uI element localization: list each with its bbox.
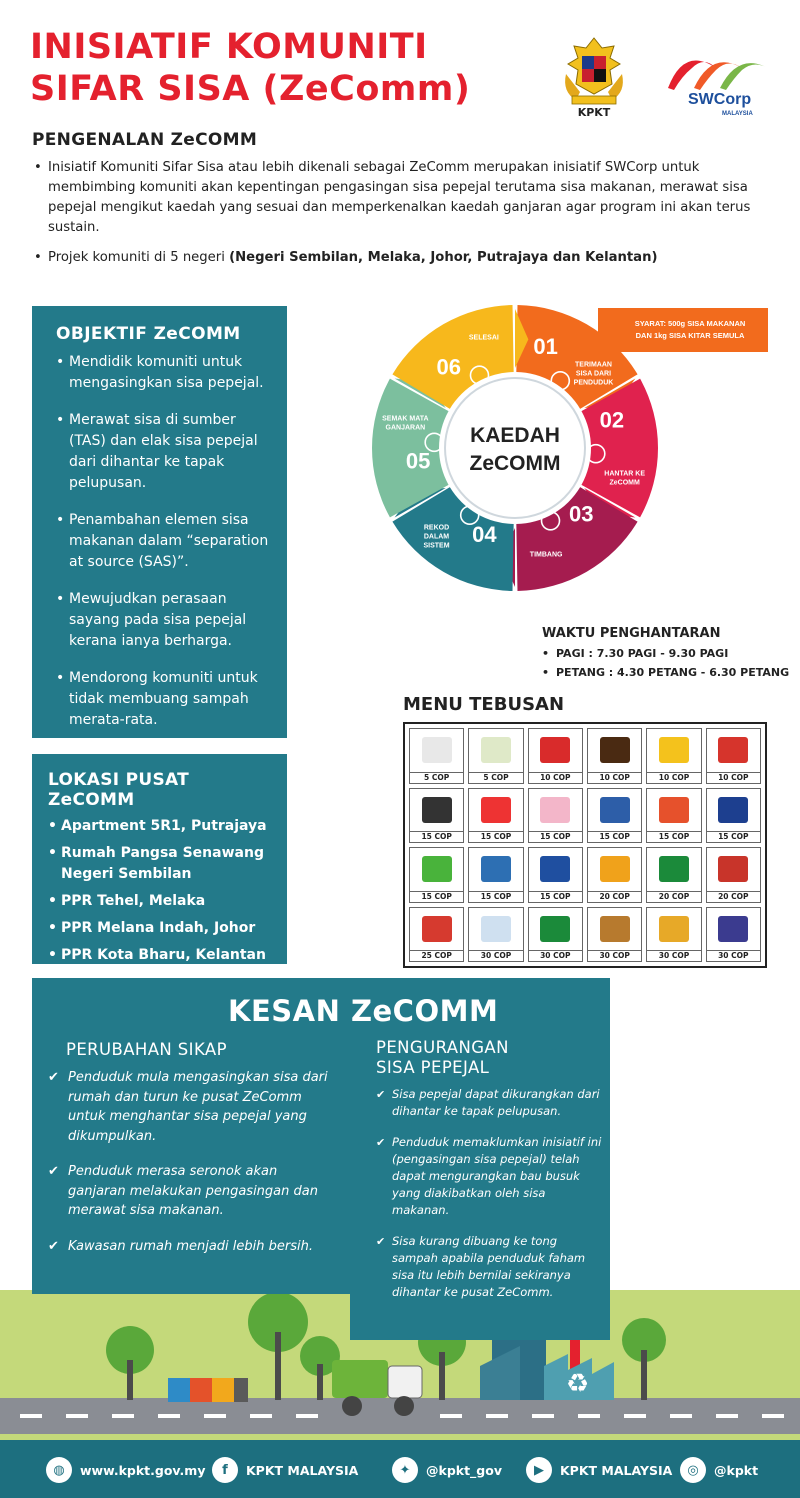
product-image [469, 848, 522, 891]
waktu-petang: • PETANG : 4.30 PETANG - 6.30 PETANG [542, 666, 789, 679]
menu-item [706, 907, 761, 963]
product-image [707, 848, 760, 891]
product-shape [540, 797, 570, 823]
product-image [469, 908, 522, 951]
menu-item-price: 15 COP [410, 831, 463, 842]
waktu-section [542, 626, 789, 685]
kesan-heading: KESAN ZeCOMM [228, 994, 499, 1028]
menu-item [587, 788, 642, 844]
menu-grid [403, 722, 767, 968]
kesan-right-panel [350, 1030, 610, 1340]
menu-item-price: 15 COP [469, 831, 522, 842]
kaedah-step-label: SELESAI [468, 334, 499, 342]
facebook-icon: f [212, 1457, 238, 1483]
product-shape [422, 797, 452, 823]
lokasi-item: • PPR Melana Indah, Johor [48, 918, 277, 939]
product-shape [600, 737, 630, 763]
menu-item [706, 788, 761, 844]
pengurangan-list [376, 1086, 602, 1301]
globe-icon: ◍ [46, 1457, 72, 1483]
product-image [469, 789, 522, 832]
product-image [707, 729, 760, 772]
swcorp-logo [664, 40, 776, 120]
menu-item [706, 847, 761, 903]
menu-item [468, 728, 523, 784]
footer-twitter[interactable] [392, 1457, 502, 1483]
menu-item [587, 847, 642, 903]
menu-item [409, 788, 464, 844]
footer-twitter-text: @kpkt_gov [426, 1462, 502, 1478]
kaedah-step-number: 05 [405, 448, 431, 474]
intro-heading: PENGENALAN ZeCOMM [32, 130, 258, 150]
product-image [410, 908, 463, 951]
title-line-2: SIFAR SISA (ZeComm) [30, 69, 471, 109]
menu-item-price: 30 COP [469, 950, 522, 961]
menu-item-price: 10 COP [647, 772, 700, 783]
product-shape [718, 797, 748, 823]
kaedah-step-number: 06 [436, 354, 461, 380]
menu-item-price: 15 COP [410, 891, 463, 902]
product-shape [422, 737, 452, 763]
objektif-list [56, 352, 273, 731]
twitter-icon: ✦ [392, 1457, 418, 1483]
objektif-item: • Mendorong komuniti untuk tidak membuang sampah merata-rata. [56, 668, 273, 731]
product-shape [422, 916, 452, 942]
waktu-pagi: • PAGI : 7.30 PAGI - 9.30 PAGI [542, 647, 789, 660]
kaedah-center-text: ZeCOMM [469, 452, 561, 475]
perubahan-sikap-list [48, 1068, 334, 1256]
product-shape [481, 797, 511, 823]
product-image [647, 848, 700, 891]
menu-item-price: 30 COP [707, 950, 760, 961]
footer-facebook-text: KPKT MALAYSIA [246, 1462, 359, 1478]
pengurangan-heading-line1: PENGURANGAN [376, 1038, 509, 1057]
menu-item [528, 728, 583, 784]
kaedah-step-label: SISTEM [423, 542, 450, 550]
footer-youtube[interactable] [526, 1457, 672, 1483]
intro-states-list: (Negeri Sembilan, Melaka, Johor, Putrajaya dan Kelantan) [229, 250, 658, 265]
footer-website[interactable] [46, 1457, 205, 1483]
product-shape [600, 797, 630, 823]
product-image [588, 789, 641, 832]
menu-item [646, 847, 701, 903]
menu-item [468, 788, 523, 844]
youtube-icon: ▶ [526, 1457, 552, 1483]
product-image [410, 789, 463, 832]
product-image [529, 848, 582, 891]
syarat-banner [598, 308, 768, 352]
kaedah-center-circle [445, 378, 585, 518]
product-shape [718, 916, 748, 942]
product-shape [540, 916, 570, 942]
lokasi-panel [32, 754, 287, 964]
product-image [707, 908, 760, 951]
pengurangan-heading-line2: SISA PEPEJAL [376, 1058, 490, 1077]
menu-item [528, 907, 583, 963]
menu-item-price: 25 COP [410, 950, 463, 961]
menu-item [409, 847, 464, 903]
pengurangan-item: ✔ Penduduk memaklumkan inisiatif ini (pengasingan sisa pepejal) telah dapat mengurangkan bau busuk yang diakibatkan oleh sisa makanan. [376, 1134, 602, 1219]
footer-youtube-text: KPKT MALAYSIA [560, 1462, 673, 1478]
swcorp-name: SWCorp [688, 91, 752, 108]
kesan-right-column [376, 1038, 602, 1315]
menu-item [587, 728, 642, 784]
product-shape [540, 856, 570, 882]
kaedah-step-label: GANJARAN [385, 424, 426, 432]
menu-item-price: 20 COP [588, 891, 641, 902]
kaedah-step-label: PENDUDUK [573, 379, 614, 387]
product-shape [600, 856, 630, 882]
kaedah-step-label: SEMAK MATA [382, 415, 429, 423]
product-image [469, 729, 522, 772]
product-shape [600, 916, 630, 942]
menu-item [468, 847, 523, 903]
menu-item-price: 15 COP [647, 831, 700, 842]
kaedah-step-number: 03 [569, 501, 594, 527]
product-image [647, 729, 700, 772]
menu-item-price: 10 COP [588, 772, 641, 783]
footer [0, 1440, 800, 1498]
kaedah-step-label: HANTAR KE [604, 470, 645, 478]
menu-item-price: 15 COP [529, 831, 582, 842]
kaedah-step-label: ZeCOMM [609, 479, 640, 487]
product-image [588, 729, 641, 772]
kpkt-logo-label: KPKT [577, 106, 611, 119]
menu-item [646, 907, 701, 963]
product-image [410, 729, 463, 772]
perubahan-sikap-heading: PERUBAHAN SIKAP [66, 1040, 227, 1059]
product-shape [481, 856, 511, 882]
menu-item [646, 728, 701, 784]
kaedah-step-number: 02 [599, 407, 625, 433]
objektif-panel [32, 306, 287, 738]
menu-item-price: 5 COP [410, 772, 463, 783]
objektif-item: • Merawat sisa di sumber (TAS) dan elak sisa pepejal dari dihantar ke tapak pelupusan. [56, 410, 273, 494]
intro-states-prefix: Projek komuniti di 5 negeri [48, 250, 230, 265]
menu-item [706, 728, 761, 784]
product-image [529, 908, 582, 951]
product-image [588, 848, 641, 891]
kaedah-step-label: TERIMAAN [575, 361, 612, 369]
pengurangan-heading [376, 1038, 602, 1078]
syarat-text: SYARAT: 500g SISA MAKANAN [634, 319, 746, 328]
product-image [588, 908, 641, 951]
menu-item [409, 728, 464, 784]
menu-item [409, 907, 464, 963]
menu-item [528, 847, 583, 903]
objektif-item: • Mewujudkan perasaan sayang pada sisa pepejal kerana ianya berharga. [56, 589, 273, 652]
title-line-1: INISIATIF KOMUNITI [30, 27, 428, 67]
menu-item [528, 788, 583, 844]
kaedah-step-label: SISA DARI [575, 370, 612, 378]
menu-item-price: 15 COP [588, 831, 641, 842]
product-shape [718, 856, 748, 882]
intro-paragraph: • Inisiatif Komuniti Sifar Sisa atau lebih dikenali sebagai ZeComm merupakan inisiatif SWCorp untuk membimbing komuniti akan kepentingan pengasingan sisa pepejal terutama sisa makanan, merawat sisa pepejal mengikut kaedah yang sesuai dan memperkenalkan kaedah ganjaran agar program ini akan terus sustain. [32, 158, 762, 238]
menu-item [587, 907, 642, 963]
objektif-heading: OBJEKTIF ZeCOMM [56, 324, 241, 344]
objektif-item: • Mendidik komuniti untuk mengasingkan sisa pepejal. [56, 352, 273, 394]
menu-heading: MENU TEBUSAN [403, 694, 565, 715]
menu-item [468, 907, 523, 963]
menu-item [646, 788, 701, 844]
lokasi-item: • Apartment 5R1, Putrajaya [48, 816, 277, 837]
product-shape [659, 797, 689, 823]
menu-item-price: 10 COP [707, 772, 760, 783]
footer-instagram[interactable] [680, 1457, 758, 1483]
product-shape [718, 737, 748, 763]
product-shape [659, 916, 689, 942]
menu-item-price: 15 COP [469, 891, 522, 902]
menu-item-price: 10 COP [529, 772, 582, 783]
lokasi-item: • PPR Kota Bharu, Kelantan [48, 945, 277, 966]
footer-facebook[interactable] [212, 1457, 358, 1483]
kaedah-wheel-diagram [360, 292, 780, 622]
menu-item-price: 20 COP [707, 891, 760, 902]
product-image [529, 729, 582, 772]
product-image [410, 848, 463, 891]
menu-item-price: 5 COP [469, 772, 522, 783]
menu-item-price: 15 COP [529, 891, 582, 902]
menu-item-price: 30 COP [588, 950, 641, 961]
syarat-text: DAN 1kg SISA KITAR SEMULA [635, 331, 745, 340]
pengurangan-item: ✔ Sisa pepejal dapat dikurangkan dari dihantar ke tapak pelupusan. [376, 1086, 602, 1120]
perubahan-sikap-item: ✔ Penduduk mula mengasingkan sisa dari rumah dan turun ke pusat ZeComm untuk menghantar sisa pepejal yang dikumpulkan. [48, 1068, 334, 1146]
menu-item-price: 30 COP [647, 950, 700, 961]
menu-item-price: 15 COP [707, 831, 760, 842]
menu-item-price: 30 COP [529, 950, 582, 961]
footer-instagram-text: @kpkt [714, 1462, 759, 1478]
objektif-item: • Penambahan elemen sisa makanan dalam “separation at source (SAS)”. [56, 510, 273, 573]
lokasi-list [48, 816, 277, 966]
kaedah-step-label: DALAM [423, 533, 450, 541]
product-image [647, 789, 700, 832]
kaedah-center-text: KAEDAH [470, 424, 560, 447]
product-image [707, 789, 760, 832]
lokasi-item: • Rumah Pangsa Senawang Negeri Sembilan [48, 843, 277, 885]
intro-list [32, 158, 762, 278]
svg-text:♻: ♻ [566, 1369, 590, 1399]
pengurangan-item: ✔ Sisa kurang dibuang ke tong sampah apabila penduduk faham sisa itu lebih bernilai sekiranya dihantar ke pusat ZeComm. [376, 1233, 602, 1301]
product-shape [481, 737, 511, 763]
page-title [30, 26, 470, 110]
product-shape [422, 856, 452, 882]
intro-states [32, 248, 762, 268]
product-image [529, 789, 582, 832]
waktu-heading: WAKTU PENGHANTARAN [542, 626, 721, 641]
kaedah-step-label: REKOD [423, 524, 450, 532]
lokasi-item: • PPR Tehel, Melaka [48, 891, 277, 912]
product-shape [659, 737, 689, 763]
perubahan-sikap-item: ✔ Penduduk merasa seronok akan ganjaran melakukan pengasingan dan merawat sisa makanan. [48, 1162, 334, 1221]
kaedah-step-number: 04 [472, 522, 497, 548]
kaedah-step-label: TIMBANG [529, 551, 563, 559]
product-shape [540, 737, 570, 763]
swcorp-sub: MALAYSIA [722, 111, 753, 117]
kesan-left-column [48, 1040, 334, 1272]
product-shape [659, 856, 689, 882]
kaedah-step-number: 01 [533, 333, 558, 359]
product-shape [481, 916, 511, 942]
menu-item-price: 20 COP [647, 891, 700, 902]
lokasi-heading: LOKASI PUSAT ZeCOMM [48, 770, 190, 810]
product-image [647, 908, 700, 951]
instagram-icon: ◎ [680, 1457, 706, 1483]
footer-website-text: www.kpkt.gov.my [80, 1462, 206, 1478]
perubahan-sikap-item: ✔ Kawasan rumah menjadi lebih bersih. [48, 1237, 334, 1257]
